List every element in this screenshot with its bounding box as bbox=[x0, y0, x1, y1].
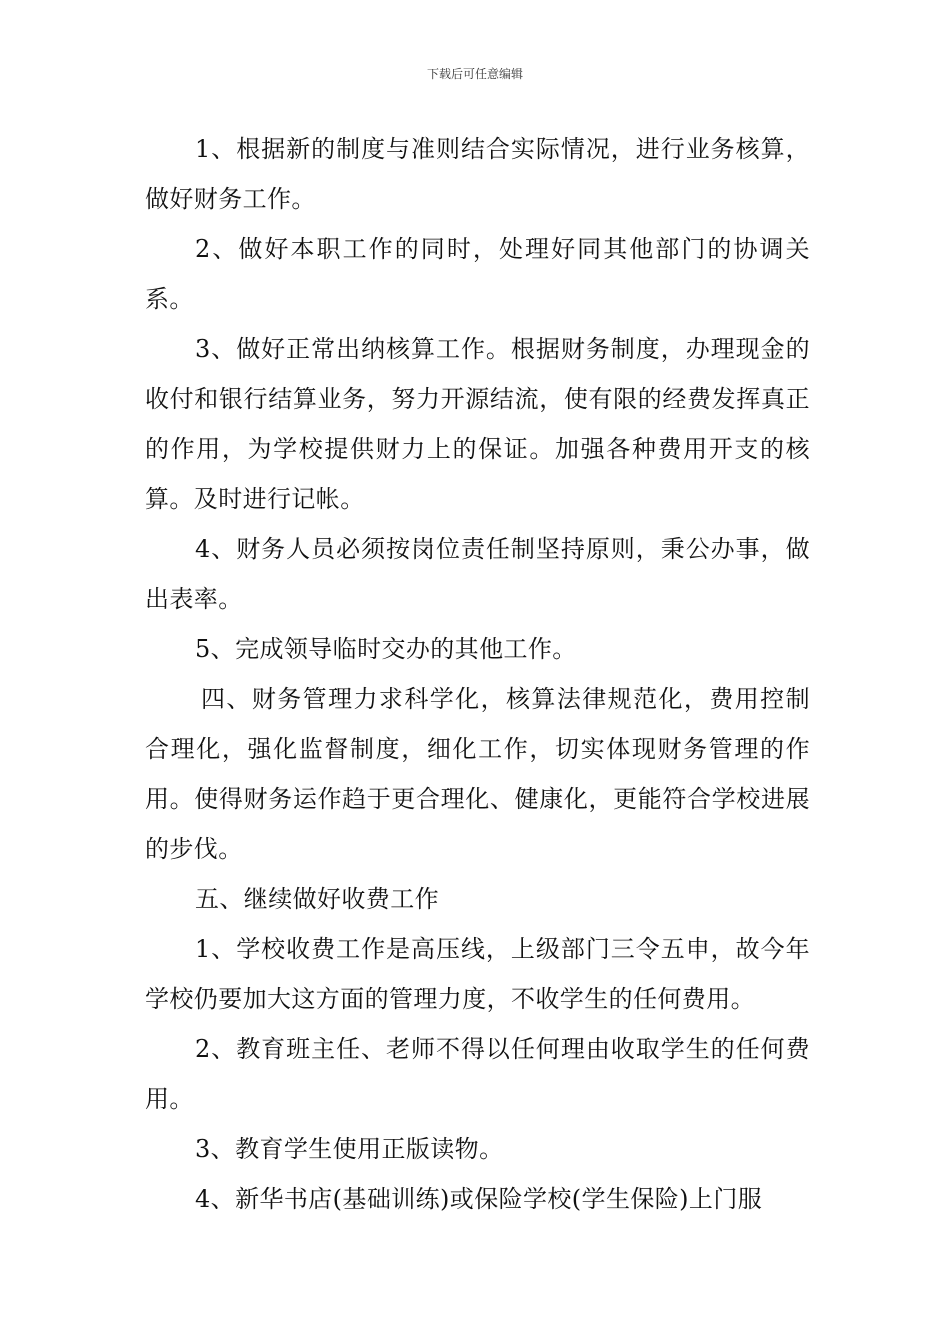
fee-item-3: 3、教育学生使用正版读物。 bbox=[195, 1135, 504, 1163]
document-body bbox=[145, 124, 810, 1224]
paragraph-item-5: 5、完成领导临时交办的其他工作。 bbox=[195, 635, 577, 663]
paragraph-item-2: 2、做好本职工作的同时，处理好同其他部门的协调关系。 bbox=[145, 235, 810, 313]
fee-item-4: 4、新华书店(基础训练)或保险学校(学生保险)上门服 bbox=[195, 1185, 763, 1213]
section-four-paragraph: 四、财务管理力求科学化，核算法律规范化，费用控制合理化，强化监督制度，细化工作，切实体现财务管理的作用。使得财务运作趋于更合理化、健康化，更能符合学校进展的步伐。 bbox=[145, 685, 810, 863]
fee-item-1: 1、学校收费工作是高压线，上级部门三令五申，故今年学校仍要加大这方面的管理力度，不收学生的任何费用。 bbox=[145, 935, 810, 1013]
paragraph-item-3: 3、做好正常出纳核算工作。根据财务制度，办理现金的收付和银行结算业务，努力开源结流，使有限的经费发挥真正的作用，为学校提供财力上的保证。加强各种费用开支的核算。及时进行记帐。 bbox=[145, 335, 810, 513]
paragraph-item-1: 1、根据新的制度与准则结合实际情况，进行业务核算，做好财务工作。 bbox=[145, 135, 810, 213]
section-five-heading: 五、继续做好收费工作 bbox=[195, 885, 439, 913]
page-header: 下载后可任意编辑 bbox=[426, 67, 523, 81]
paragraph-item-4: 4、财务人员必须按岗位责任制坚持原则，秉公办事，做出表率。 bbox=[145, 535, 810, 613]
fee-item-2: 2、教育班主任、老师不得以任何理由收取学生的任何费用。 bbox=[145, 1035, 810, 1113]
